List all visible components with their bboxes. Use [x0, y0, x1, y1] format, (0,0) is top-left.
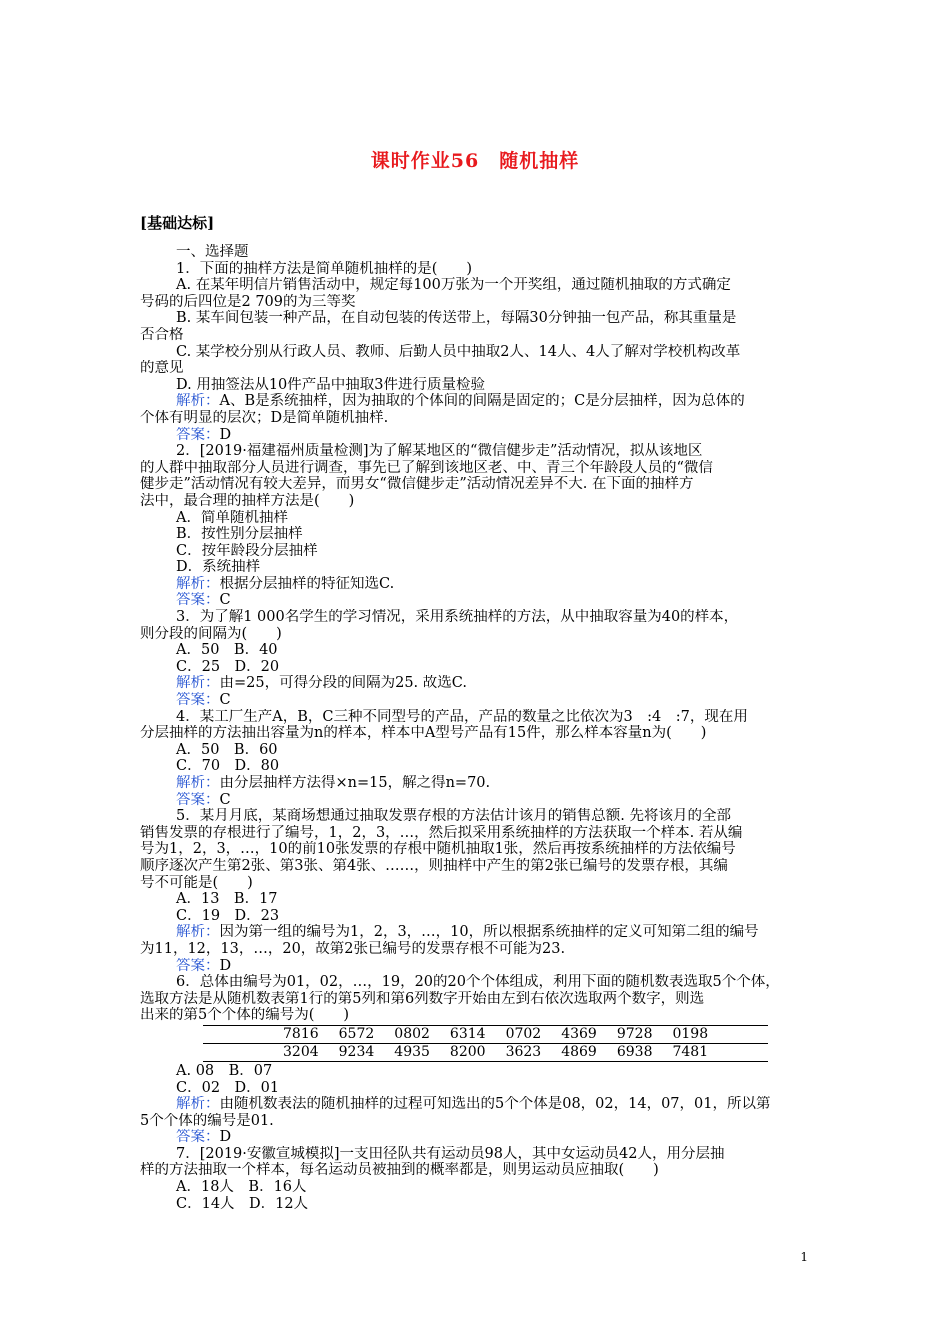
label-prefix: 解析：: [176, 393, 220, 410]
text-line: A．18人 B．16人: [176, 1179, 307, 1196]
text-line: B．按性别分层抽样: [176, 526, 303, 543]
text-block-1: [140, 244, 812, 1024]
table-cell: 7816: [203, 1025, 329, 1043]
text-line: 答案：D: [176, 426, 232, 443]
table-row: [203, 1043, 768, 1061]
label-prefix: 答案：: [176, 1129, 220, 1146]
text-line: 否合格: [140, 326, 184, 343]
table-cell: 9728: [607, 1025, 663, 1043]
table-cell: 4935: [384, 1043, 440, 1061]
table-cell: 4369: [551, 1025, 607, 1043]
page-number: 1: [800, 1250, 808, 1264]
text-line: 7．[2019·安徽宣城模拟]一支田径队共有运动员98人，其中女运动员42人，用分层抽: [176, 1145, 725, 1162]
text-line: 销售发票的存根进行了编号，1，2，3，…，然后拟采用系统抽样的方法获取一个样本. 若从编: [140, 824, 743, 841]
text-line: B. 某车间包装一种产品，在自动包装的传送带上，每隔30分钟抽一包产品，称其重量是: [176, 310, 737, 327]
text-line: 分层抽样的方法抽出容量为n的样本，样本中A型号产品有15件，那么样本容量n为( ): [140, 725, 707, 742]
page-title: 课时作业56 随机抽样: [370, 150, 580, 172]
table-cell: 3623: [496, 1043, 552, 1061]
table-cell: 7481: [662, 1043, 768, 1061]
text-line: D. 用抽签法从10件产品中抽取3件进行质量检验: [176, 376, 486, 393]
section-heading: [基础达标]: [140, 214, 215, 232]
text-line: 2．[2019·福建福州质量检测]为了解某地区的“微信健步走”活动情况，拟从该地区: [176, 443, 703, 460]
text-line: 的意见: [140, 360, 184, 377]
table-cell: 4869: [551, 1043, 607, 1061]
text-line: C．70 D．80: [176, 758, 280, 775]
text-line: 一、选择题: [176, 244, 249, 260]
text-line: A. 在某年明信片销售活动中，规定每100万张为一个开奖组，通过随机抽取的方式确定: [176, 277, 731, 294]
table-cell: 9234: [329, 1043, 385, 1061]
table-cell: 3204: [203, 1043, 329, 1061]
table-cell: 0198: [662, 1025, 768, 1043]
text-line: 4．某工厂生产A，B，C三种不同型号的产品，产品的数量之比依次为3 :4 :7，现在用: [176, 708, 748, 725]
text-line: 答案：D: [176, 1129, 232, 1146]
table-cell: 0802: [384, 1025, 440, 1043]
label-prefix: 解析：: [176, 775, 220, 791]
table-cell: 0702: [496, 1025, 552, 1043]
text-line: A．50 B．40: [176, 642, 278, 659]
text-line: 为11，12，13，…，20，故第2张已编号的发票存根不可能为23.: [140, 940, 566, 957]
text-line: 1．下面的抽样方法是简单随机抽样的是( ): [176, 260, 473, 277]
table-cell: 8200: [440, 1043, 496, 1061]
table-cell: 6572: [329, 1025, 385, 1043]
label-prefix: 解析：: [176, 575, 220, 592]
text-line: 健步走”活动情况有较大差异，而男女“微信健步走”活动情况差异不大. 在下面的抽样方: [140, 476, 694, 493]
label-prefix: 解析：: [176, 1096, 220, 1113]
text-line: 答案：C: [176, 592, 231, 609]
text-line: 出来的第5个个体的编号为( ): [140, 1007, 350, 1024]
text-line: C. 某学校分别从行政人员、教师、后勤人员中抽取2人、14人、4人了解对学校机构改革: [176, 343, 741, 360]
text-line: 样的方法抽取一个样本，每名运动员被抽到的概率都是，则男运动员应抽取( ): [140, 1162, 659, 1179]
text-line: 号为1，2，3，…，10的前10张发票的存根中随机抽取1张，然后再按系统抽样的方法依编号: [140, 841, 736, 858]
text-line: 答案：C: [176, 791, 231, 808]
table-cell: 6314: [440, 1025, 496, 1043]
text-line: C．19 D．23: [176, 907, 280, 924]
text-line: C．按年龄段分层抽样: [176, 542, 318, 559]
text-line: 5个个体的编号是01.: [140, 1112, 274, 1129]
table-cell: 6938: [607, 1043, 663, 1061]
text-line: 法中，最合理的抽样方法是( ): [140, 492, 355, 509]
text-line: A．简单随机抽样: [176, 509, 288, 526]
text-line: A. 08 B．07: [176, 1062, 273, 1079]
label-prefix: 答案：: [176, 957, 220, 974]
text-line: 6．总体由编号为01，02，…，19，20的20个个体组成，利用下面的随机数表选取5个个体，: [176, 974, 780, 991]
text-line: 解析：由分层抽样方法得×n=15，解之得n=70.: [176, 775, 491, 791]
text-line: 答案：C: [176, 692, 231, 709]
text-line: 则分段的间隔为( ): [140, 625, 282, 642]
document-body: [140, 244, 812, 1212]
text-line: 5．某月月底，某商场想通过抽取发票存根的方法估计该月的销售总额. 先将该月的全部: [176, 808, 731, 825]
text-line: A．50 B．60: [176, 741, 278, 758]
text-line: 的人群中抽取部分人员进行调查，事先已了解到该地区老、中、青三个年龄段人员的“微信: [140, 459, 713, 476]
text-line: 解析：由随机数表法的随机抽样的过程可知选出的5个个体是08，02，14，07，01，所以第: [176, 1096, 771, 1113]
text-line: 3．为了解1 000名学生的学习情况，采用系统抽样的方法，从中抽取容量为40的样本，: [176, 609, 739, 626]
text-line: D．系统抽样: [176, 559, 261, 576]
text-line: 个体有明显的层次；D是简单随机抽样.: [140, 409, 389, 426]
text-line: 解析：A、B是系统抽样，因为抽取的个体间的间隔是固定的；C是分层抽样，因为总体的: [176, 393, 745, 410]
text-line: 解析：根据分层抽样的特征知选C.: [176, 575, 395, 592]
text-line: 解析：因为第一组的编号为1，2，3，…，10，所以根据系统抽样的定义可知第二组的编号: [176, 924, 759, 941]
text-line: 选取方法是从随机数表第1行的第5列和第6列数字开始由左到右依次选取两个数字，则选: [140, 990, 705, 1007]
table-row: [203, 1025, 768, 1043]
text-line: 号码的后四位是2 709的为三等奖: [140, 293, 356, 310]
text-line: 号不可能是( ): [140, 874, 253, 891]
label-prefix: 解析：: [176, 924, 220, 941]
label-prefix: 解析：: [176, 675, 220, 692]
label-prefix: 答案：: [176, 692, 220, 709]
text-line: C．14人 D．12人: [176, 1195, 309, 1212]
random-number-table: [203, 1025, 768, 1062]
text-line: A．13 B．17: [176, 891, 278, 908]
text-line: C．02 D．01: [176, 1079, 280, 1096]
text-block-2: [140, 1063, 812, 1212]
text-line: 答案：D: [176, 957, 232, 974]
text-line: C．25 D．20: [176, 658, 280, 675]
label-prefix: 答案：: [176, 592, 220, 609]
text-line: 顺序逐次产生第2张、第3张、第4张、……，则抽样中产生的第2张已编号的发票存根，其编: [140, 857, 728, 874]
text-line: 解析：由=25，可得分段的间隔为25. 故选C.: [176, 675, 467, 692]
label-prefix: 答案：: [176, 791, 220, 808]
label-prefix: 答案：: [176, 426, 220, 443]
